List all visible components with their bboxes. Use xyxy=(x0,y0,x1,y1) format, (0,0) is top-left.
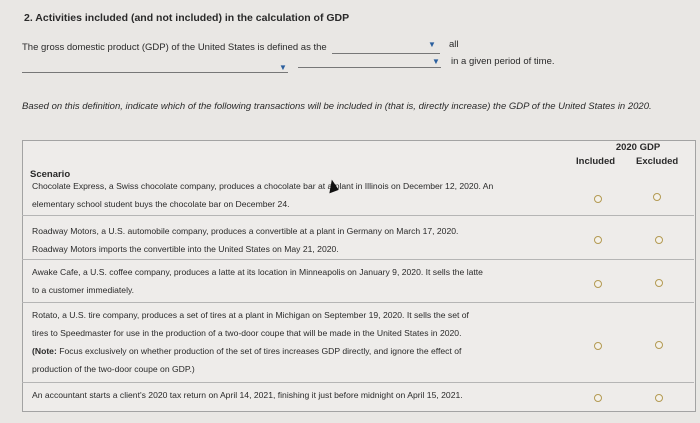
radio-excluded-2[interactable] xyxy=(655,236,663,244)
radio-included-4[interactable] xyxy=(594,342,602,350)
radio-excluded-1[interactable] xyxy=(653,193,661,201)
radio-excluded-5[interactable] xyxy=(655,394,663,402)
chevron-down-icon[interactable]: ▼ xyxy=(279,63,287,72)
table-row: An accountant starts a client's 2020 tax return on April 14, 2021, finishing it just before midnight on April 15, 2021. xyxy=(32,390,463,400)
radio-included-1[interactable] xyxy=(594,195,602,203)
table-row: Roadway Motors, a U.S. automobile company, produces a convertible at a plant in Germany on March 17, 2020. Roadway Motors imports the convertible into the United States on May 21, 2020. xyxy=(32,226,459,254)
blank-dropdown-1[interactable] xyxy=(298,67,441,68)
intro-text: Based on this definition, indicate which of the following transactions will be included in (that is, directly increase) the GDP of the United States in 2020. xyxy=(22,101,652,112)
scenario-header: Scenario xyxy=(30,169,71,180)
blank-dropdown-2[interactable] xyxy=(332,53,440,54)
radio-excluded-4[interactable] xyxy=(655,341,663,349)
col-included-header: Included xyxy=(576,156,616,167)
radio-included-3[interactable] xyxy=(594,280,602,288)
radio-excluded-3[interactable] xyxy=(655,279,663,287)
chevron-down-icon[interactable]: ▼ xyxy=(432,57,440,66)
chevron-down-icon[interactable]: ▼ xyxy=(428,40,436,49)
blank-dropdown-3[interactable] xyxy=(22,72,288,73)
group-header: 2020 GDP xyxy=(615,142,661,153)
table-row: Rotato, a U.S. tire company, produces a set of tires at a plant in Michigan on September 19, 2020. It sells the set of tires to Speedmaster for use in the production of a two-door coupe that will be made in the United States in 2020. (Note: Focus exclusively on whether production of the set of tires increases GDP directly, and ignore the effect of production of the two-door coupe on GDP.) xyxy=(32,310,469,374)
definition-suffix: in a given period of time. xyxy=(451,56,555,67)
divider xyxy=(22,382,694,383)
table-row: Chocolate Express, a Swiss chocolate company, produces a chocolate bar at a plant in Illinois on December 12, 2020. An elementary school student buys the chocolate bar on December 24. xyxy=(32,181,494,209)
col-excluded-header: Excluded xyxy=(636,156,679,167)
table-row: Awake Cafe, a U.S. coffee company, produces a latte at its location in Minneapolis on January 9, 2020. It sells the latte to a customer immediately. xyxy=(32,267,483,295)
question-title: 2. Activities included (and not included) in the calculation of GDP xyxy=(24,12,350,24)
divider xyxy=(22,215,694,216)
radio-included-5[interactable] xyxy=(594,394,602,402)
definition-text: The gross domestic product (GDP) of the United States is defined as the xyxy=(22,42,327,53)
divider xyxy=(22,259,694,260)
divider xyxy=(22,302,694,303)
radio-included-2[interactable] xyxy=(594,236,602,244)
dropdown-1-value: all xyxy=(449,39,459,50)
